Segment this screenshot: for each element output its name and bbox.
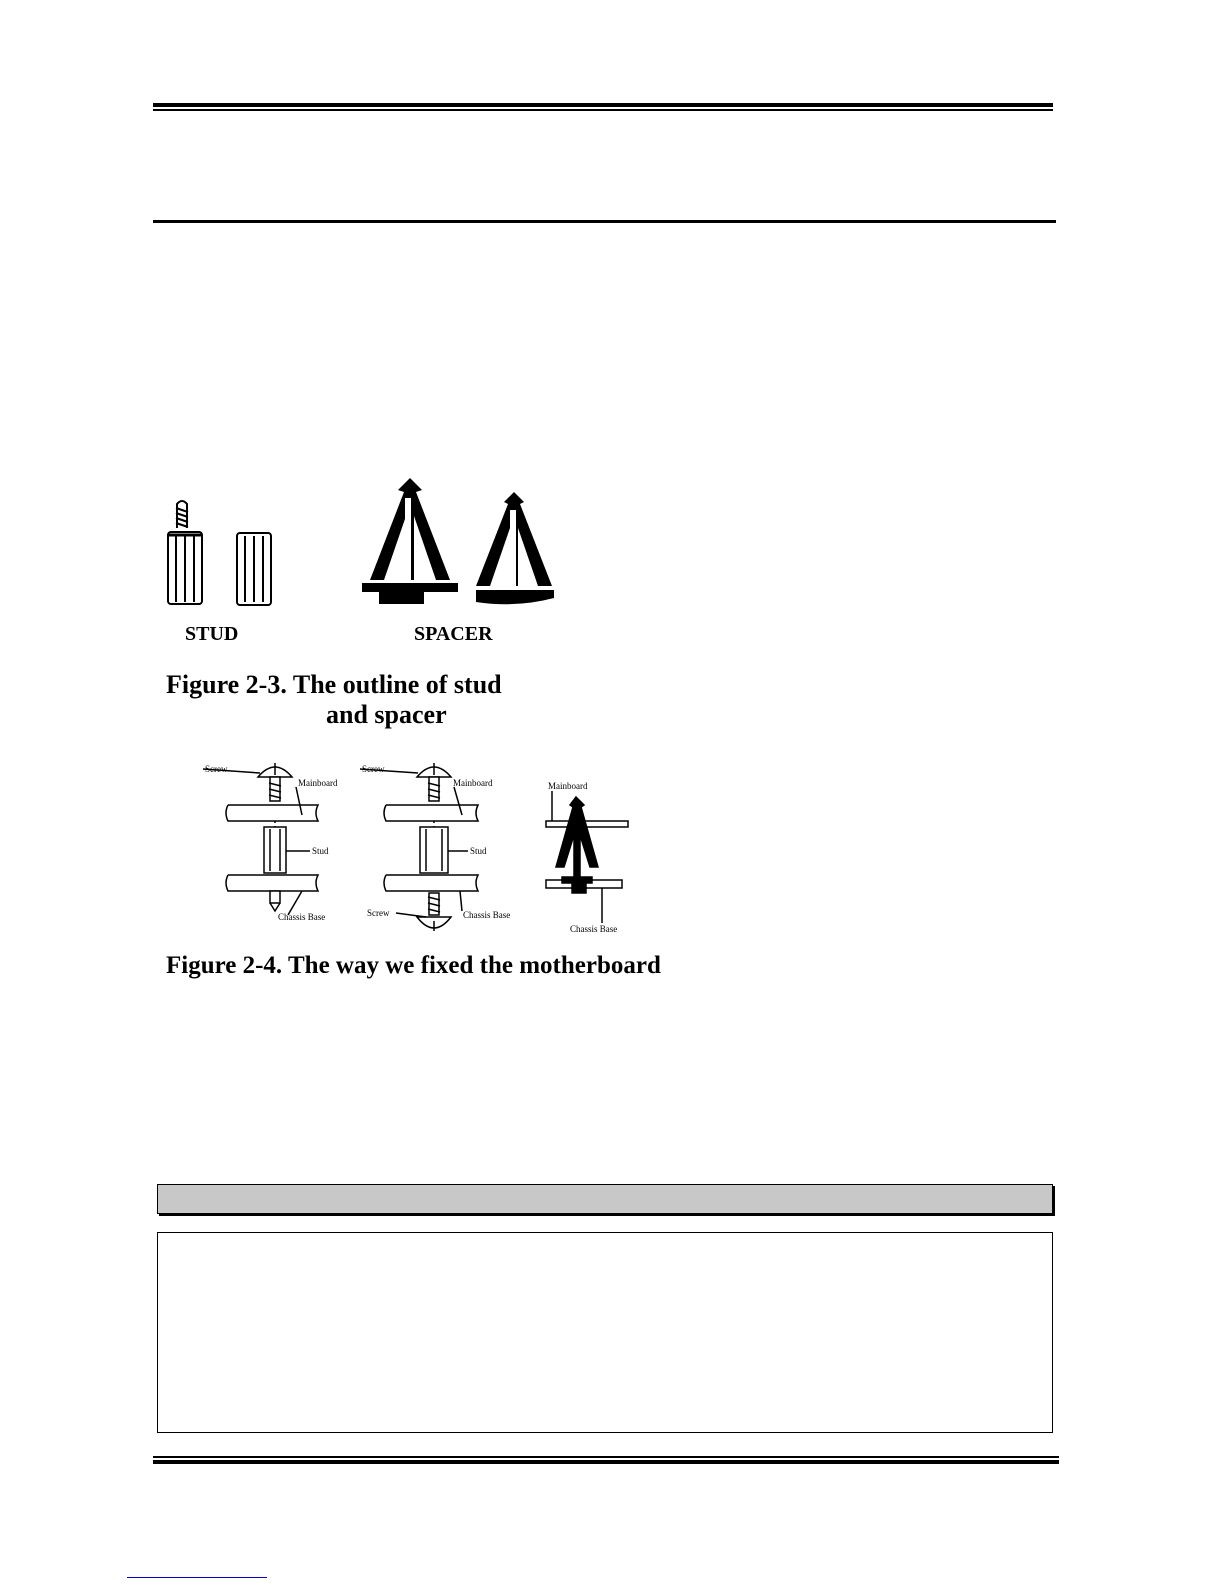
stud-threaded-icon (168, 501, 202, 604)
callout-screw-3: Screw (367, 908, 390, 918)
assembly-spacer (546, 791, 628, 923)
callout-mainboard-1: Mainboard (298, 778, 338, 788)
stud-spacer-illustration (150, 470, 590, 620)
footer-link-underline[interactable] (127, 1577, 267, 1578)
callout-screw-1: Screw (205, 764, 228, 774)
section-rule (153, 220, 1056, 223)
header-rule-thin (153, 109, 1053, 111)
footer-rule-thick (153, 1460, 1059, 1464)
assembly-double-screw (360, 763, 478, 931)
footer-rule-thin (153, 1456, 1059, 1458)
figure-2-3-caption-line1: Figure 2-3. The outline of stud (166, 670, 502, 699)
callout-stud-1: Stud (312, 846, 329, 856)
callout-mainboard-3: Mainboard (548, 781, 588, 791)
spacer-flat-icon (362, 478, 458, 604)
stud-label: STUD (185, 623, 239, 645)
figure-2-4-caption: Figure 2-4. The way we fixed the motherboard (166, 952, 661, 979)
spacer-round-icon (476, 492, 554, 604)
callout-screw-2: Screw (362, 764, 385, 774)
callout-stud-2: Stud (470, 846, 487, 856)
stud-plain-icon (237, 533, 271, 605)
figure-2-3-caption-line2: and spacer (326, 700, 447, 729)
callout-chassis-base-2: Chassis Base (463, 910, 511, 920)
header-rule-thick (153, 103, 1053, 107)
callout-mainboard-2: Mainboard (453, 778, 493, 788)
callout-chassis-base-1: Chassis Base (278, 912, 326, 922)
spacer-label: SPACER (414, 623, 493, 645)
callout-chassis-base-3: Chassis Base (570, 924, 618, 934)
note-header-bar (157, 1184, 1053, 1214)
note-box (157, 1232, 1053, 1433)
